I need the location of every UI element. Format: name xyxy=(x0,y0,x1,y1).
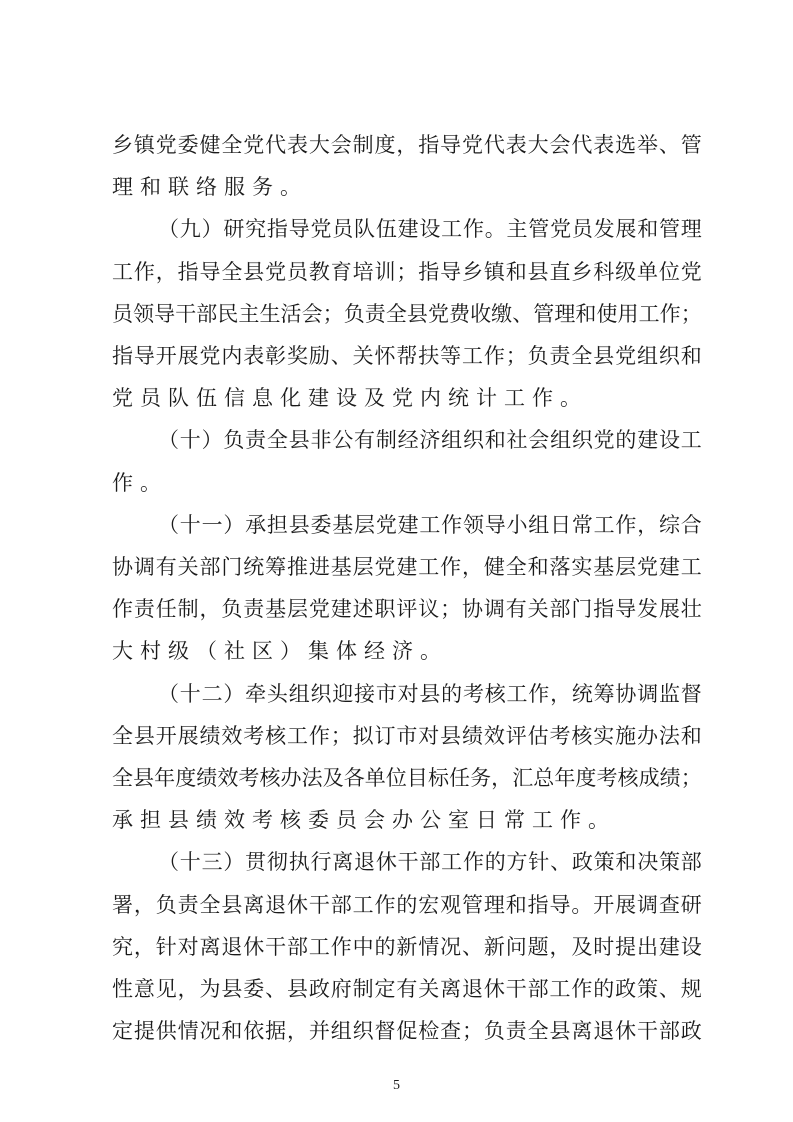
text-line xyxy=(0,423,793,457)
line-text: 作 责 任 制 ， 负 责 基 层 党 建 述 职 评 议 ； 协 调 有 关 部 门 指 导 发 展 壮 xyxy=(112,597,702,621)
page-number: 5 xyxy=(393,1078,400,1093)
line-text: 全 县 年 度 绩 效 考 核 办 法 及 各 单 位 目 标 任 务 ， 汇 总 年 度 考 核 成 绩 ； xyxy=(112,766,702,790)
text-line xyxy=(0,888,793,922)
text-line xyxy=(0,170,793,204)
line-text: （ 十 ） 负 责 全 县 非 公 有 制 经 济 组 织 和 社 会 组 织 党 的 建 设 工 xyxy=(158,428,702,452)
text-line xyxy=(0,803,793,837)
text-line xyxy=(0,212,793,246)
line-text: 大 村 级 （ 社 区 ） 集 体 经 济 。 xyxy=(112,639,448,663)
line-text: 承 担 县 绩 效 考 核 委 员 会 办 公 室 日 常 工 作 。 xyxy=(112,808,616,832)
text-line xyxy=(0,930,793,964)
line-text: 作 。 xyxy=(112,471,168,495)
line-text: 乡 镇 党 委 健 全 党 代 表 大 会 制 度 ， 指 导 党 代 表 大 会 代 表 选 举 、 管 xyxy=(112,133,702,157)
line-text: （ 十 三 ） 贯 彻 执 行 离 退 休 干 部 工 作 的 方 针 、 政 策 和 决 策 部 xyxy=(158,850,702,874)
text-line xyxy=(0,592,793,626)
line-text: 署 ， 负 责 全 县 离 退 休 干 部 工 作 的 宏 观 管 理 和 指 导 。 开 展 调 查 研 xyxy=(112,893,702,917)
line-text: 员 领 导 干 部 民 主 生 活 会 ； 负 责 全 县 党 费 收 缴 、 管 理 和 使 用 工 作 ； xyxy=(112,302,702,326)
line-text: 定 提 供 情 况 和 依 据 ， 并 组 织 督 促 检 查 ； 负 责 全 县 离 退 休 干 部 政 xyxy=(112,1019,702,1043)
text-line xyxy=(0,677,793,711)
text-line xyxy=(0,972,793,1006)
text-line xyxy=(0,550,793,584)
text-line xyxy=(0,255,793,289)
text-line xyxy=(0,339,793,373)
line-text: （ 九 ） 研 究 指 导 党 员 队 伍 建 设 工 作 。 主 管 党 员 发 展 和 管 理 xyxy=(158,217,702,241)
text-line xyxy=(0,297,793,331)
text-line xyxy=(0,128,793,162)
text-line xyxy=(0,381,793,415)
text-line xyxy=(0,1014,793,1048)
line-text: 全 县 开 展 绩 效 考 核 工 作 ； 拟 订 市 对 县 绩 效 评 估 考 核 实 施 办 法 和 xyxy=(112,724,702,748)
text-line xyxy=(0,508,793,542)
text-line xyxy=(0,634,793,668)
text-line xyxy=(0,466,793,500)
line-text: （ 十 二 ） 牵 头 组 织 迎 接 市 对 县 的 考 核 工 作 ， 统 筹 协 调 监 督 xyxy=(158,682,702,706)
line-text: 指 导 开 展 党 内 表 彰 奖 励 、 关 怀 帮 扶 等 工 作 ； 负 责 全 县 党 组 织 和 xyxy=(112,344,702,368)
line-text: 究 ， 针 对 离 退 休 干 部 工 作 中 的 新 情 况 、 新 问 题 ， 及 时 提 出 建 设 xyxy=(112,935,702,959)
line-text: 党 员 队 伍 信 息 化 建 设 及 党 内 统 计 工 作 。 xyxy=(112,386,588,410)
text-line xyxy=(0,719,793,753)
line-text: 工 作 ， 指 导 全 县 党 员 教 育 培 训 ； 指 导 乡 镇 和 县 直 乡 科 级 单 位 党 xyxy=(112,260,702,284)
line-text: 理 和 联 络 服 务 。 xyxy=(112,175,308,199)
line-text: （ 十 一 ） 承 担 县 委 基 层 党 建 工 作 领 导 小 组 日 常 工 作 ， 综 合 xyxy=(158,513,702,537)
text-line xyxy=(0,845,793,879)
line-text: 协 调 有 关 部 门 统 筹 推 进 基 层 党 建 工 作 ， 健 全 和 落 实 基 层 党 建 工 xyxy=(112,555,702,579)
text-line xyxy=(0,761,793,795)
line-text: 性 意 见 ， 为 县 委 、 县 政 府 制 定 有 关 离 退 休 干 部 工 作 的 政 策 、 规 xyxy=(112,977,702,1001)
